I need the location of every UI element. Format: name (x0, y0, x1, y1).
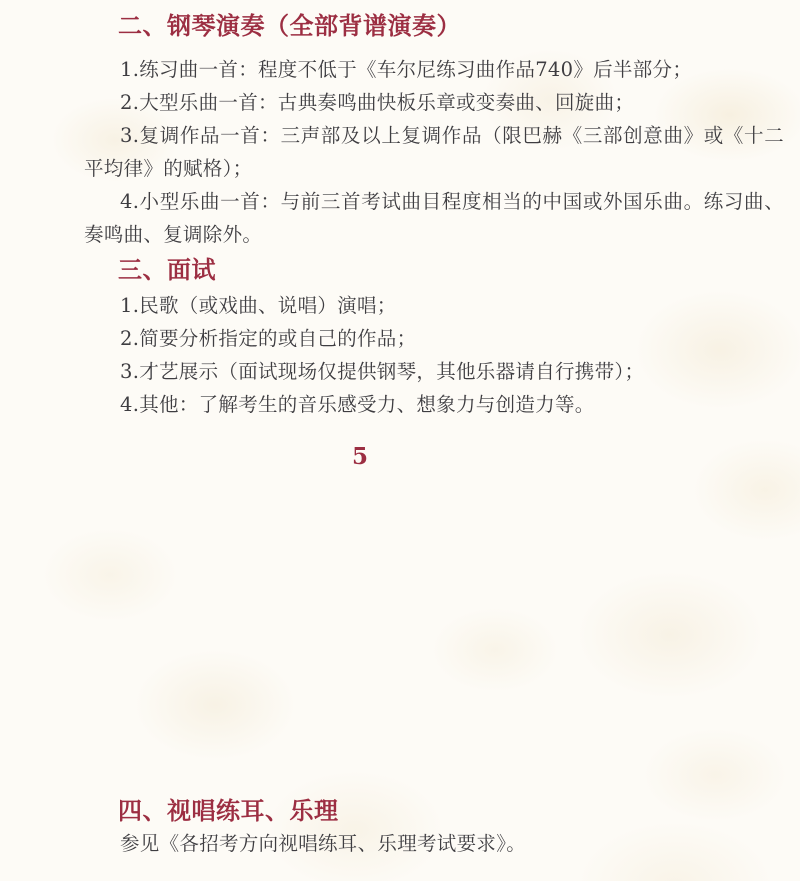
list-item: 4.小型乐曲一首：与前三首考试曲目程度相当的中国或外国乐曲。练习曲、奏鸣曲、复调除外。 (84, 190, 784, 246)
list-item: 2.大型乐曲一首：古典奏鸣曲快板乐章或变奏曲、回旋曲； (120, 91, 635, 114)
list-item: 3.复调作品一首：三声部及以上复调作品（限巴赫《三部创意曲》或《十二平均律》的赋格）； (84, 124, 784, 180)
section-heading-solfeggio-theory: 四、视唱练耳、乐理 (118, 797, 339, 825)
list-item: 4.其他：了解考生的音乐感受力、想象力与创造力等。 (120, 393, 595, 416)
list-item: 3.才艺展示（面试现场仅提供钢琴，其他乐器请自行携带）； (120, 360, 645, 383)
list-item: 2.简要分析指定的或自己的作品； (120, 327, 417, 350)
list-item: 1.民歌（或戏曲、说唱）演唱； (120, 294, 397, 317)
section-heading-interview: 三、面试 (118, 256, 216, 284)
page-number: 5 (351, 443, 368, 470)
section-heading-piano-performance: 二、钢琴演奏（全部背谱演奏） (118, 12, 461, 40)
list-item: 参见《各招考方向视唱练耳、乐理考试要求》。 (120, 832, 527, 855)
list-item: 1.练习曲一首：程度不低于《车尔尼练习曲作品740》后半部分； (120, 58, 693, 81)
